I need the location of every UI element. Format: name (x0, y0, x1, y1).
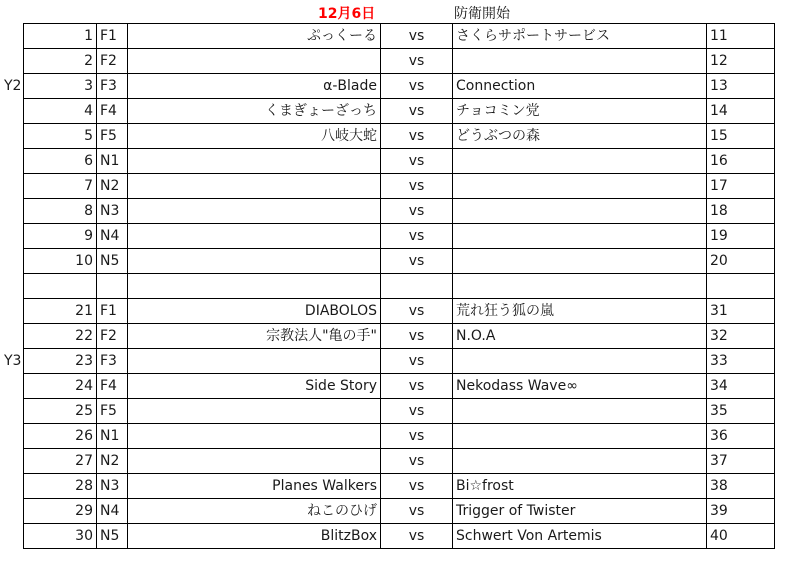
home-team (128, 349, 381, 374)
away-team: Schwert Von Artemis (453, 524, 707, 549)
home-team (128, 249, 381, 274)
court-number: 11 (707, 24, 775, 49)
table-row (24, 199, 775, 224)
away-team (453, 174, 707, 199)
away-team: Bi☆frost (453, 474, 707, 499)
vs-label: vs (381, 524, 453, 549)
table-row (24, 424, 775, 449)
match-number: 8 (24, 199, 97, 224)
vs-label: vs (381, 299, 453, 324)
away-team (453, 249, 707, 274)
court-number: 18 (707, 199, 775, 224)
court-number: 35 (707, 399, 775, 424)
match-number: 2 (24, 49, 97, 74)
match-number: 7 (24, 174, 97, 199)
position-code: F2 (97, 324, 128, 349)
court-number: 34 (707, 374, 775, 399)
table-row (24, 324, 775, 349)
vs-label: vs (381, 124, 453, 149)
away-team (453, 199, 707, 224)
vs-label: vs (381, 149, 453, 174)
away-team: Nekodass Wave∞ (453, 374, 707, 399)
court-number: 15 (707, 124, 775, 149)
schedule-body (24, 24, 775, 549)
position-code: N3 (97, 199, 128, 224)
table-row (24, 349, 775, 374)
court-number: 14 (707, 99, 775, 124)
away-team: Trigger of Twister (453, 499, 707, 524)
table-row (24, 474, 775, 499)
position-code: N1 (97, 424, 128, 449)
away-team: どうぶつの森 (453, 124, 707, 149)
home-team (128, 174, 381, 199)
away-team (453, 399, 707, 424)
home-team (128, 424, 381, 449)
position-code: N2 (97, 174, 128, 199)
vs-label: vs (381, 99, 453, 124)
vs-label: vs (381, 24, 453, 49)
home-team: BlitzBox (128, 524, 381, 549)
empty-cell (97, 274, 128, 299)
empty-cell (128, 274, 381, 299)
home-team: 宗教法人"亀の手" (128, 324, 381, 349)
court-number: 13 (707, 74, 775, 99)
vs-label: vs (381, 399, 453, 424)
empty-cell (707, 274, 775, 299)
home-team: DIABOLOS (128, 299, 381, 324)
away-team: チョコミン党 (453, 99, 707, 124)
table-row (24, 99, 775, 124)
vs-label: vs (381, 424, 453, 449)
table-row (24, 74, 775, 99)
vs-label: vs (381, 49, 453, 74)
away-team (453, 149, 707, 174)
court-number: 38 (707, 474, 775, 499)
table-row (24, 249, 775, 274)
court-number: 20 (707, 249, 775, 274)
vs-label: vs (381, 249, 453, 274)
match-number: 4 (24, 99, 97, 124)
match-schedule-table (23, 23, 775, 549)
vs-label: vs (381, 324, 453, 349)
away-team: N.O.A (453, 324, 707, 349)
spacer-row (24, 274, 775, 299)
table-row (24, 449, 775, 474)
position-code: F1 (97, 299, 128, 324)
table-row (24, 49, 775, 74)
court-number: 32 (707, 324, 775, 349)
vs-label: vs (381, 174, 453, 199)
home-team (128, 224, 381, 249)
table-row (24, 524, 775, 549)
table-row (24, 299, 775, 324)
table-row (24, 499, 775, 524)
table-row (24, 224, 775, 249)
match-number: 30 (24, 524, 97, 549)
home-team: α-Blade (128, 74, 381, 99)
home-team (128, 199, 381, 224)
match-number: 26 (24, 424, 97, 449)
match-number: 23 (24, 349, 97, 374)
match-number: 10 (24, 249, 97, 274)
home-team: ぷっくーる (128, 24, 381, 49)
home-team: 八岐大蛇 (128, 124, 381, 149)
home-team: くまぎょーざっち (128, 99, 381, 124)
position-code: F3 (97, 349, 128, 374)
match-number: 25 (24, 399, 97, 424)
away-team (453, 424, 707, 449)
position-code: N5 (97, 524, 128, 549)
match-number: 24 (24, 374, 97, 399)
vs-label: vs (381, 349, 453, 374)
court-number: 17 (707, 174, 775, 199)
position-code: F4 (97, 374, 128, 399)
home-team (128, 149, 381, 174)
away-team: Connection (453, 74, 707, 99)
match-number: 27 (24, 449, 97, 474)
position-code: F3 (97, 74, 128, 99)
home-team (128, 49, 381, 74)
position-code: N3 (97, 474, 128, 499)
away-team: 荒れ狂う狐の嵐 (453, 299, 707, 324)
match-number: 28 (24, 474, 97, 499)
empty-cell (381, 274, 453, 299)
position-code: F2 (97, 49, 128, 74)
away-team (453, 449, 707, 474)
vs-label: vs (381, 449, 453, 474)
vs-label: vs (381, 74, 453, 99)
position-code: N2 (97, 449, 128, 474)
empty-cell (453, 274, 707, 299)
table-row (24, 124, 775, 149)
vs-label: vs (381, 474, 453, 499)
court-number: 31 (707, 299, 775, 324)
court-number: 39 (707, 499, 775, 524)
position-code: F4 (97, 99, 128, 124)
court-number: 40 (707, 524, 775, 549)
away-team: さくらサポートサービス (453, 24, 707, 49)
match-number: 3 (24, 74, 97, 99)
court-number: 36 (707, 424, 775, 449)
table-row (24, 374, 775, 399)
match-number: 5 (24, 124, 97, 149)
position-code: F5 (97, 124, 128, 149)
position-code: N5 (97, 249, 128, 274)
position-code: F1 (97, 24, 128, 49)
match-number: 9 (24, 224, 97, 249)
group-label-y2: Y2 (4, 78, 22, 94)
home-team (128, 449, 381, 474)
vs-label: vs (381, 374, 453, 399)
court-number: 19 (707, 224, 775, 249)
home-team: ねこのひげ (128, 499, 381, 524)
position-code: F5 (97, 399, 128, 424)
defense-open-label: 防衛開始 (454, 6, 510, 22)
home-team: Planes Walkers (128, 474, 381, 499)
match-number: 6 (24, 149, 97, 174)
vs-label: vs (381, 224, 453, 249)
empty-cell (24, 274, 97, 299)
away-team (453, 49, 707, 74)
match-number: 21 (24, 299, 97, 324)
vs-label: vs (381, 199, 453, 224)
away-team (453, 224, 707, 249)
table-row (24, 399, 775, 424)
match-number: 22 (24, 324, 97, 349)
position-code: N1 (97, 149, 128, 174)
court-number: 33 (707, 349, 775, 374)
away-team (453, 349, 707, 374)
vs-label: vs (381, 499, 453, 524)
match-number: 1 (24, 24, 97, 49)
table-row (24, 149, 775, 174)
court-number: 12 (707, 49, 775, 74)
position-code: N4 (97, 224, 128, 249)
court-number: 37 (707, 449, 775, 474)
date-title: 12月6日 (318, 6, 376, 22)
group-label-y3: Y3 (4, 353, 22, 369)
table-row (24, 24, 775, 49)
home-team: Side Story (128, 374, 381, 399)
match-number: 29 (24, 499, 97, 524)
position-code: N4 (97, 499, 128, 524)
table-row (24, 174, 775, 199)
court-number: 16 (707, 149, 775, 174)
home-team (128, 399, 381, 424)
